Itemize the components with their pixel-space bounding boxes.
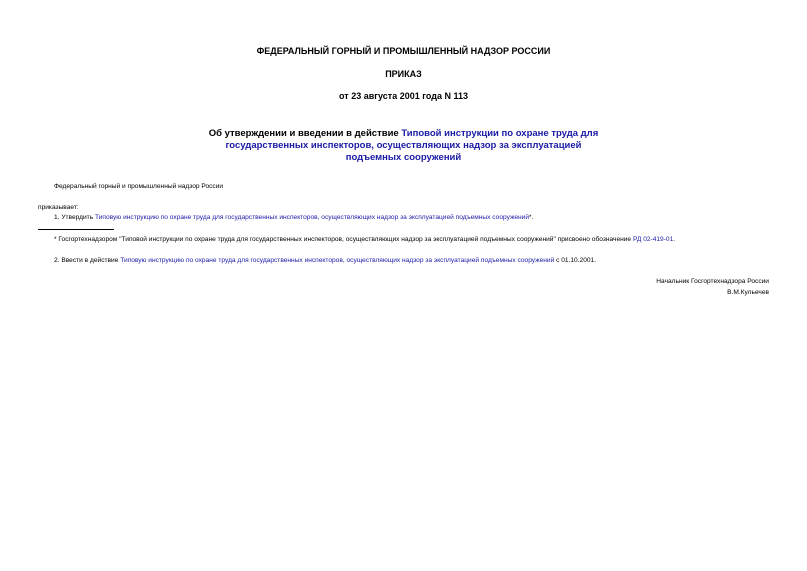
title-prefix: Об утверждении и введении в действие	[208, 128, 402, 139]
footnote-text: * Госгортехнадзором "Типовой инструкции по охране труда для государственных инспекторов, осуществляющих надзор за эксплуатацией подъемных сооружений" присвоено обозначение	[54, 236, 633, 243]
order-item-2	[54, 256, 596, 265]
order-item-2-suffix: с 01.10.2001.	[554, 257, 597, 264]
footnote	[54, 235, 675, 244]
footnote-suffix: .	[673, 236, 676, 243]
order-item-1-link[interactable]: Типовую инструкцию по охране труда для государственных инспекторов, осуществляющих надзор за эксплуатацией подъемных сооружений	[94, 214, 530, 221]
orders-text: приказывает:	[38, 204, 79, 211]
order-item-1-prefix: 1. Утвердить	[54, 214, 95, 221]
date-number-heading: от 23 августа 2001 года N 113	[339, 91, 468, 101]
signature-name: В.М.Кульечев	[727, 289, 769, 296]
order-item-1-suffix: *.	[529, 214, 534, 221]
title-link-line3[interactable]: подъемных сооружений	[345, 152, 462, 163]
issuer-text: Федеральный горный и промышленный надзор России	[54, 183, 224, 190]
signature-position: Начальник Госгортехнадзора России	[656, 278, 769, 285]
document-title	[0, 128, 807, 164]
order-item-2-link[interactable]: Типовую инструкцию по охране труда для государственных инспекторов, осуществляющих надзор за эксплуатацией подъемных сооружений	[120, 257, 555, 264]
agency-heading: ФЕДЕРАЛЬНЫЙ ГОРНЫЙ И ПРОМЫШЛЕННЫЙ НАДЗОР РОССИИ	[256, 46, 551, 56]
footnote-link[interactable]: РД 02-419-01	[632, 236, 674, 243]
doc-type-heading: ПРИКАЗ	[385, 69, 422, 79]
order-item-2-prefix: 2. Ввести в действие	[54, 257, 121, 264]
title-link-line2[interactable]: государственных инспекторов, осуществляющих надзор за эксплуатацией	[225, 140, 582, 151]
footnote-divider	[38, 229, 114, 230]
order-item-1	[54, 213, 533, 222]
title-link-line1[interactable]: Типовой инструкции по охране труда для	[401, 128, 599, 139]
